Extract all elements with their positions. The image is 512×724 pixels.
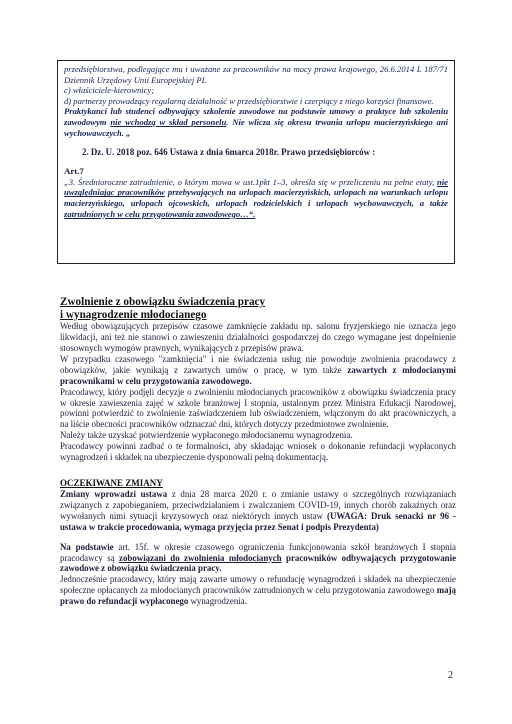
paragraph: Należy także uzyskać potwierdzenie wypłaconego młodocianemu wynagrodzenia. (60, 430, 353, 441)
paragraph: Na podstawie art. 15f. w okresie czasowego ograniczenia funkcjonowania szkół branżowych I stopnia pracodawcy są zobowiązani do zwolnienia młodocianych pracowników odbywających przygotowanie zawodowe z obowiązku świadczenia pracy. (60, 541, 457, 574)
main-content (60, 296, 456, 607)
quote-line: d) partnerzy prowadzący regularną działalność w przedsiębiorstwie i czerpiący z niego korzyści finansowe. (64, 95, 434, 106)
law-reference: 2. Dz. U. 2018 poz. 646 Ustawa z dnia 6marca 2018r. Prawo przedsiębiorców : (82, 147, 376, 158)
section-title: OCZEKIWANE ZMIANY (60, 477, 163, 488)
paragraph: Pracodawcy, który podjęli decyzje o zwolnieniu młodocianych pracowników z obowiązku świadczenia pracy w okresie zawieszenia zajęć w szkole branżowej I stopnia, ustalonym przez Ministra Edukacji Narodowej, powinni potwierdzić to zwolnienie zaświadczeniem lub oświadczeniem, włączonym do akt pracowniczych, a na liście obecności pracowników odznaczać dni, których dotyczy przedmiotowe zwolnienie. (60, 386, 456, 430)
quote-box (57, 60, 455, 264)
paragraph: W przypadku czasowego "zamknięcia" i nie świadczenia usług nie powoduje zwolnienia pracodawcy z obowiązków, jakie wynikają z zawartych umów o pracę, w tym także zawartych z młodocianymi pracownikami w celu przygotowania zawodowego. (60, 353, 456, 386)
paragraph: Według obowiązujących przepisów czasowe zamknięcie zakładu np. salonu fryzjerskiego nie oznacza jego likwidacji, ani też nie stanowi o zawieszeniu działalności gospodarczej do czego wymagane jest dopełnienie stosownych wymogów prawnych, wynikających z przepisów prawa. (60, 321, 456, 353)
quote-bold-paragraph: Praktykanci lub studenci odbywający szkolenie zawodowe na podstawie umowy o praktyce lub szkoleniu zawodowym nie wchodzą w skład personelu. Nie wlicza się okresu trwania urlopu macierzyńskiego ani wychowawczych. „ (64, 106, 448, 138)
paragraph: Zmiany wprowadzi ustawa z dnia 28 marca 2020 r. o zmianie ustawy o szczególnych rozwiązaniach związanych z zapobieganiem, przeciwdziałaniem i zwalczaniem COVID-19, innych chorób zakaźnych oraz wywołanych nimi sytuacji kryzysowych oraz niektórych innych ustaw (UWAGA: Druk senacki nr 96 - ustawa w trakcie procedowania, wymaga przyjęcia przez Senat i podpis Prezydenta) (60, 488, 457, 532)
section-title: Zwolnienie z obowiązku świadczenia pracy (60, 296, 266, 308)
page-number: 2 (448, 670, 453, 681)
paragraph: Jednocześnie pracodawcy, który mają zawarte umowy o refundację wynagrodzeń i składek na ubezpieczenie społeczne opłacanych za młodocianych pracowników zatrudnionych w celu przygotowania zawodowego mają prawo do refundacji wypłaconego wynagrodzenia. (60, 574, 456, 607)
section-title: i wynagrodzenie młodocianego (60, 308, 207, 321)
quote-line: c) właściciele-kierownicy; (64, 85, 155, 96)
quote-line: przedsiębiorstwa, podlegające mu i uważane za pracowników na mocy prawa krajowego, 26.6.2014 L 187/71 Dziennik Urzędowy Unii Europejskiej PL (64, 64, 448, 85)
paragraph: Pracodawcy powinni zadbać o te formalności, aby składając wniosek o dokonanie refundacji wypłaconych wynagrodzeń i składek na ubezpieczenie dysponowali pełną dokumentacją. (60, 441, 456, 463)
article-heading: Art.7 (64, 166, 84, 177)
article-text: „3. Średnioroczne zatrudnienie, o którym mowa w ust.1pkt 1–3, określa się w przeliczeniu na pełne etaty, nie uwzględniając pracowników przebywających na urlopach macierzyńskich, urlopach na warunkach urlopu macierzyńskiego, urlopach ojcowskich, urlopach rodzicielskich i urlopach wychowawczych, a także zatrudnionych w celu przygotowania zawodowego…“. (64, 176, 449, 219)
